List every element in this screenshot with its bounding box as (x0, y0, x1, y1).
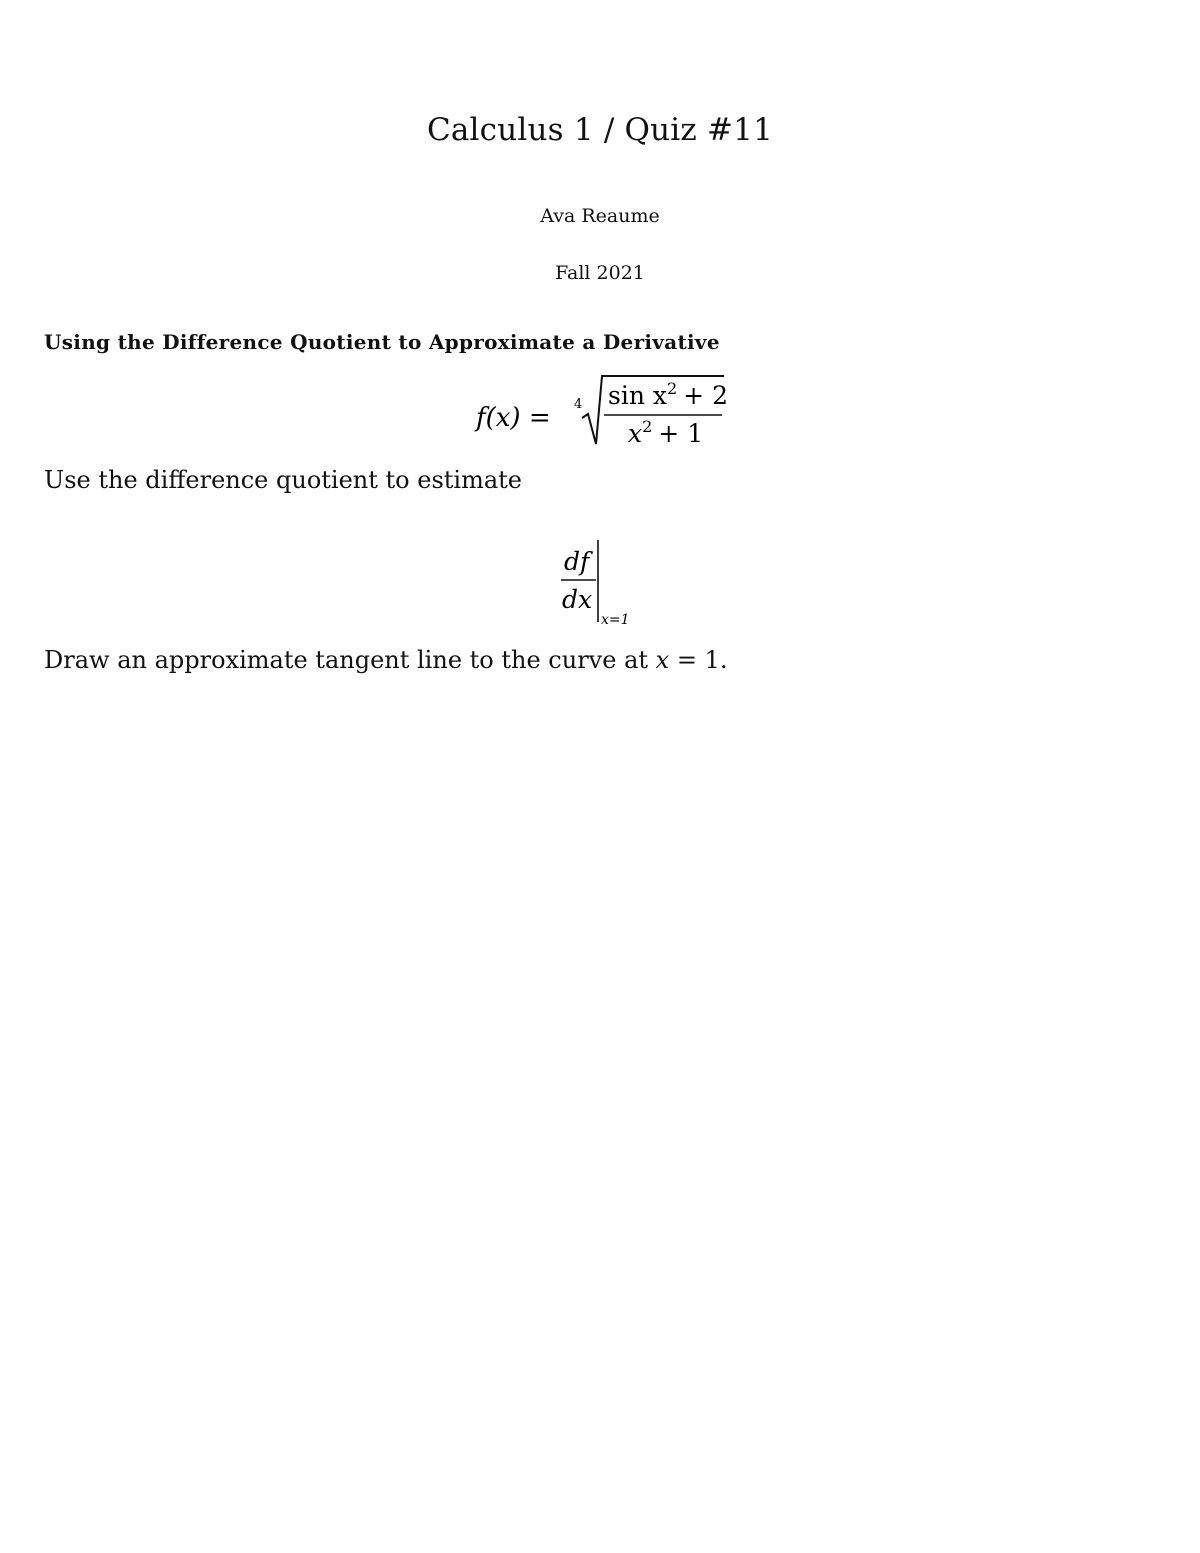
root-index: 4 (574, 397, 583, 412)
formula-denominator: $x^2 + 1$ (628, 417, 704, 448)
instruction-estimate: Use the difference quotient to estimate (44, 466, 523, 494)
instruction-tangent-text: Draw an approximate tangent line to the curve at (44, 646, 656, 674)
instruction-tangent (44, 646, 727, 674)
instruction-math-rest: = 1. (669, 646, 728, 674)
derivative-numerator: df (564, 547, 590, 576)
derivative-expression (0, 530, 1200, 630)
function-formula (0, 360, 1200, 455)
evaluation-point: x=1 (601, 612, 630, 628)
formula-lhs: f(x) = (476, 403, 551, 433)
section-heading: Using the Difference Quotient to Approximate a Derivative (44, 330, 720, 354)
formula-numerator: $\sin x^2 + 2$ (608, 379, 728, 410)
document-date: Fall 2021 (555, 262, 645, 284)
derivative-denominator: dx (562, 585, 593, 614)
document-title: Calculus 1 / Quiz #11 (426, 112, 774, 148)
instruction-math-variable: x (655, 646, 670, 674)
author-name: Ava Reaume (540, 205, 660, 227)
